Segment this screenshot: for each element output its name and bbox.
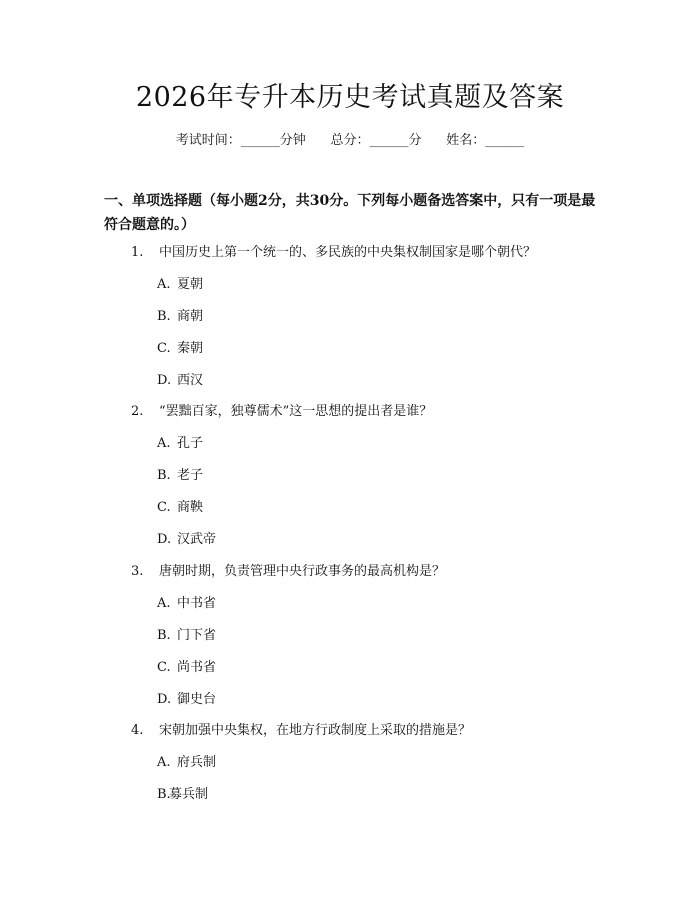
page-title: 2026年专升本历史考试真题及答案 [135, 82, 565, 113]
question-text: “罢黜百家，独尊儒术”这一思想的提出者是谁？ [159, 404, 433, 419]
question-3-option-d [157, 690, 457, 710]
option-letter: A. [157, 277, 171, 292]
question-3-option-b [157, 626, 457, 646]
question-2-option-a [157, 434, 457, 454]
option-text: 夏朝 [177, 277, 204, 292]
question-1-option-a [157, 275, 457, 295]
question-text: 中国历史上第一个统一的、多民族的中央集权制国家是哪个朝代？ [159, 245, 537, 260]
option-letter: C. [157, 341, 171, 356]
option-letter: B. [157, 628, 171, 643]
option-letter: A. [157, 436, 171, 451]
option-letter: B. [157, 309, 171, 324]
question-2 [131, 402, 591, 422]
question-4 [131, 721, 591, 741]
option-text: 尚书省 [177, 660, 217, 675]
question-4-option-b [157, 785, 457, 805]
option-text: 府兵制 [177, 755, 217, 770]
question-text: 宋朝加强中央集权，在地方行政制度上采取的措施是？ [159, 723, 472, 738]
option-text: 汉武帝 [177, 532, 217, 547]
question-1-option-b [157, 307, 457, 327]
exam-info-line: 考试时间：______分钟 总分：______分 姓名：______ [175, 133, 525, 148]
option-text: 御史台 [177, 692, 217, 707]
question-number: 3. [131, 564, 144, 579]
option-letter: B. [157, 468, 171, 483]
option-text: 中书省 [177, 596, 217, 611]
option-letter: D. [157, 373, 172, 388]
option-text: 孔子 [177, 436, 204, 451]
option-text: 募兵制 [169, 787, 209, 802]
question-1-option-d [157, 371, 457, 391]
option-letter: A. [157, 596, 171, 611]
option-text: 秦朝 [177, 341, 204, 356]
option-text: 商鞅 [177, 500, 204, 515]
question-number: 1. [131, 245, 144, 260]
option-text: 门下省 [177, 628, 217, 643]
option-letter: C. [157, 660, 171, 675]
question-3-option-a [157, 594, 457, 614]
question-text: 唐朝时期，负责管理中央行政事务的最高机构是？ [159, 564, 446, 579]
question-number: 4. [131, 723, 144, 738]
section-heading: 一、单项选择题（每小题2分，共30分。下列每小题备选答案中，只有一项是最符合题意的。） [104, 193, 596, 233]
option-letter: C. [157, 500, 171, 515]
question-1 [131, 243, 591, 263]
option-letter: A. [157, 755, 171, 770]
option-text: 商朝 [177, 309, 204, 324]
question-2-option-c [157, 498, 457, 518]
option-letter: B. [157, 787, 171, 802]
question-number: 2. [131, 404, 144, 419]
option-text: 老子 [177, 468, 204, 483]
question-2-option-d [157, 530, 457, 550]
question-1-option-c [157, 339, 457, 359]
question-2-option-b [157, 466, 457, 486]
option-letter: D. [157, 532, 172, 547]
option-text: 西汉 [177, 373, 204, 388]
option-letter: D. [157, 692, 172, 707]
question-4-option-a [157, 753, 457, 773]
question-3 [131, 562, 591, 582]
question-3-option-c [157, 658, 457, 678]
